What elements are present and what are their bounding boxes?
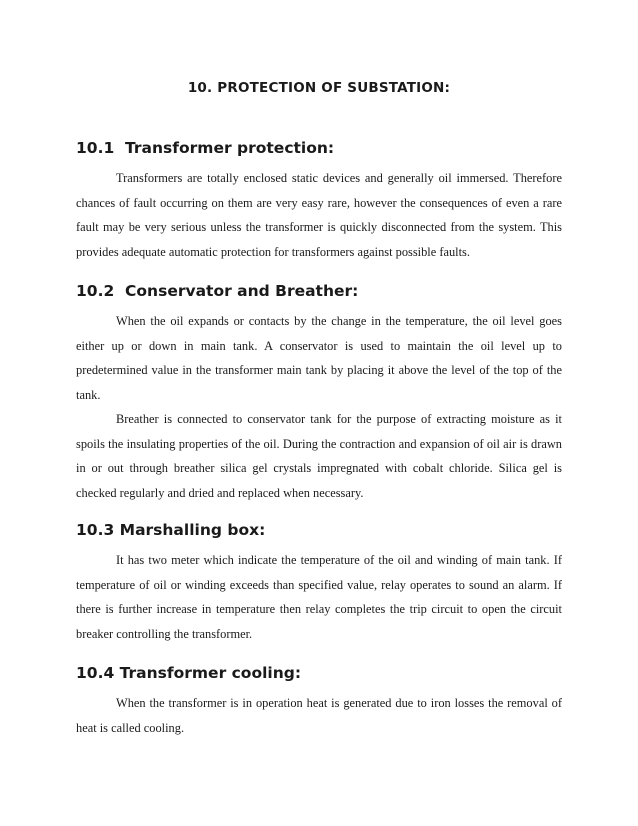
section-heading: 10.3 Marshalling box:	[76, 521, 266, 539]
paragraph: Breather is connected to conservator tank for the purpose of extracting moisture as it spoils the insulating properties of the oil. During the contraction and expansion of oil air is drawn in or out through breather silica gel crystals impregnated with cobalt chloride. Silica gel is checked regularly and dried and replaced when necessary.	[76, 412, 562, 500]
page-title: 10. PROTECTION OF SUBSTATION:	[187, 80, 451, 96]
section-conservator-breather	[76, 282, 562, 505]
paragraph: Transformers are totally enclosed static devices and generally oil immersed. Therefore chances of fault occurring on them are very easy rare, however the consequences of even a rare fault may be very serious unless the transformer is quickly disconnected from the system. This provides adequate automatic protection for transformers against possible faults.	[76, 171, 562, 259]
section-heading: 10.4 Transformer cooling:	[76, 664, 302, 682]
section-heading: 10.2 Conservator and Breather:	[76, 282, 359, 300]
paragraph: When the transformer is in operation heat is generated due to iron losses the removal of heat is called cooling.	[76, 696, 562, 735]
document-body	[76, 139, 562, 740]
paragraph: When the oil expands or contacts by the change in the temperature, the oil level goes either up or down in main tank. A conservator is used to maintain the oil level up to predetermined value in the transformer main tank by placing it above the level of the top of the tank.	[76, 314, 562, 402]
section-heading: 10.1 Transformer protection:	[76, 139, 335, 157]
section-transformer-protection	[76, 139, 562, 264]
paragraph: It has two meter which indicate the temperature of the oil and winding of main tank. If temperature of oil or winding exceeds than specified value, relay operates to sound an alarm. If there is further increase in temperature then relay completes the trip circuit to open the circuit breaker controlling the transformer.	[76, 553, 562, 641]
section-marshalling-box	[76, 521, 562, 646]
section-transformer-cooling	[76, 664, 562, 740]
